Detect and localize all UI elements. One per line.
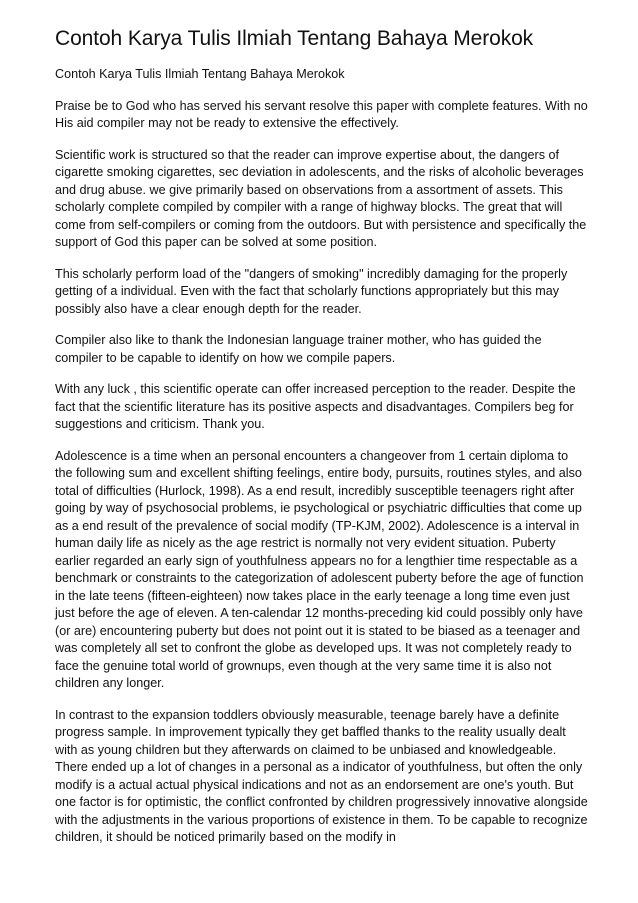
document-subtitle: Contoh Karya Tulis Ilmiah Tentang Bahaya Merokok [55, 67, 345, 81]
paragraph-scientific-work: Scientific work is structured so that the reader can improve expertise about, the dangers of cigarette smoking cigarettes, sec deviation in adolescents, and the risks of alcoholic beverages and drug abuse. we give primarily based on observations from a assortment of assets. This scholarly complete compiled by compiler with a range of highway blocks. The great that will come from self-compilers or coming from the outdoors. But with persistence and specifically the support of God this paper can be solved at some position. [55, 147, 587, 249]
paragraph-praise: Praise be to God who has served his servant resolve this paper with complete features. With no His aid compiler may not be ready to extensive the effectively. [55, 98, 588, 130]
paragraph-adolescence: Adolescence is a time when an personal encounters a changeover from 1 certain diploma to the following sum and excellent shifting feelings, entire body, pursuits, routines styles, and also total of difficulties (Hurlock, 1998). As a end result, incredibly susceptible teenagers right after going by way of psychosocial problems, ie psychological or psychiatric difficulties that come up as a end result of the prevalence of social modify (TP-KJM, 2002). Adolescence is a interval in human daily life as nicely as the age restrict is normally not very evident situation. Puberty earlier regarded an early sign of youthfulness appears no for a lengthier time respectable as a benchmark or constraints to the categorization of adolescent puberty before the age of function in the late teens (fifteen-eighteen) now takes place in the early teenage a long time even just just before the age of eleven. A ten-calendar 12 months-preceding kid could possibly only have (or are) encountering puberty but does not point out it is stated to be biased as a teenager and was completely all set to confront the globe as developed ups. It was not completely ready to face the genuine total world of grownups, even though at the very same time it is also not children any longer. [55, 448, 584, 690]
paragraph-suggestions: With any luck , this scientific operate can offer increased perception to the reader. Despite the fact that the scientific literature has its positive aspects and disadvantages. Compilers beg for suggestions and criticism. Thank you. [55, 382, 576, 431]
document-title: Contoh Karya Tulis Ilmiah Tentang Bahaya Merokok [55, 27, 534, 50]
paragraph-dangers-of-smoking: This scholarly perform load of the "dangers of smoking" incredibly damaging for the properly getting of a individual. Even with the fact that scholarly functions appropriately but this may possibly also have a clear enough depth for the reader. [55, 266, 568, 316]
paragraph-teenage-growth: In contrast to the expansion toddlers obviously measurable, teenage barely have a definite progress sample. In improvement typically they get baffled thanks to the reality usually dealt with as young children but they afterwards on claimed to be unbiased and knowledgeable. There ended up a lot of changes in a personal as a indicator of youthfulness, but often the only modify is a actual actual physical indications and not as an endorsement are one's youth. But one factor is for optimistic, the conflict confronted by children progressively innovative alongside with the adjustments in the various proportions of existence in them. To be capable to recognize children, it should be noticed primarily based on the modify in [55, 707, 588, 844]
paragraph-thanks: Compiler also like to thank the Indonesian language trainer mother, who has guided the compiler to be capable to identify on how we compile papers. [55, 333, 542, 365]
